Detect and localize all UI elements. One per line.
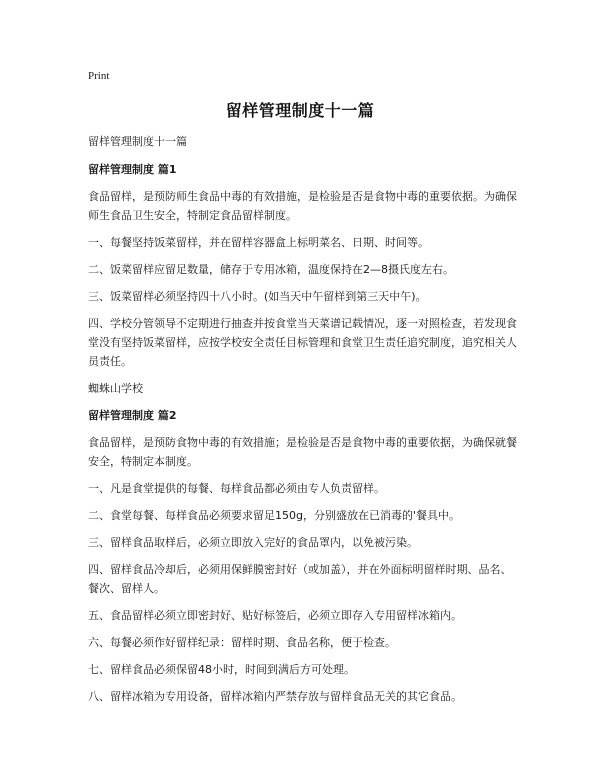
- paragraph: 八、留样冰箱为专用设备，留样冰箱内严禁存放与留样食品无关的其它食品。: [88, 690, 462, 703]
- signature-line: 蜘蛛山学校: [88, 382, 143, 395]
- paragraph: 四、学校分管领导不定期进行抽查并按食堂当天菜谱记载情况，逐一对照检查，若发现食堂没有坚持饭菜留样，应按学校安全责任目标管理和食堂卫生责任追究制度，追究相关人员责任。: [88, 317, 517, 368]
- document-subtitle: 留样管理制度十一篇: [88, 135, 187, 148]
- paragraph: 食品留样，是预防师生食品中毒的有效措施，是检验是否是食物中毒的重要依据。为确保师生食品卫生安全，特制定食品留样制度。: [88, 190, 517, 222]
- paragraph: 六、每餐必须作好留样纪录：留样时期、食品名称，便于检查。: [88, 636, 396, 649]
- paragraph: 食品留样，是预防食物中毒的有效措施；是检验是否是食物中毒的重要依据，为确保就餐安全，特制定本制度。: [88, 436, 517, 468]
- print-label: Print: [88, 70, 110, 82]
- section-heading-1: 留样管理制度 篇1: [88, 163, 177, 176]
- paragraph: 三、饭菜留样必须坚持四十八小时。(如当天中午留样到第三天中午)。: [88, 290, 427, 303]
- paragraph: 二、饭菜留样应留足数量，储存于专用冰箱，温度保持在2—8摄氏度左右。: [88, 263, 454, 276]
- paragraph: 二、食堂每餐、每样食品必须要求留足150g，分别盛放在已消毒的'餐具中。: [88, 509, 460, 522]
- paragraph: 七、留样食品必须保留48小时，时间到满后方可处理。: [88, 663, 355, 676]
- paragraph: 四、留样食品冷却后，必须用保鲜膜密封好（或加盖），并在外面标明留样时期、品名、餐次、留样人。: [88, 563, 512, 595]
- section-heading-2: 留样管理制度 篇2: [88, 409, 177, 422]
- paragraph: 一、凡是食堂提供的每餐、每样食品都必须由专人负责留样。: [88, 482, 385, 495]
- paragraph: 一、每餐坚持饭菜留样，并在留样容器盒上标明菜名、日期、时间等。: [88, 236, 429, 249]
- paragraph: 三、留样食品取样后，必须立即放入完好的食品罩内，以免被污染。: [88, 536, 418, 549]
- document-title: 留样管理制度十一篇: [225, 101, 375, 120]
- paragraph: 五、食品留样必须立即密封好、贴好标签后，必须立即存入专用留样冰箱内。: [88, 609, 462, 622]
- document-body: [88, 132, 520, 714]
